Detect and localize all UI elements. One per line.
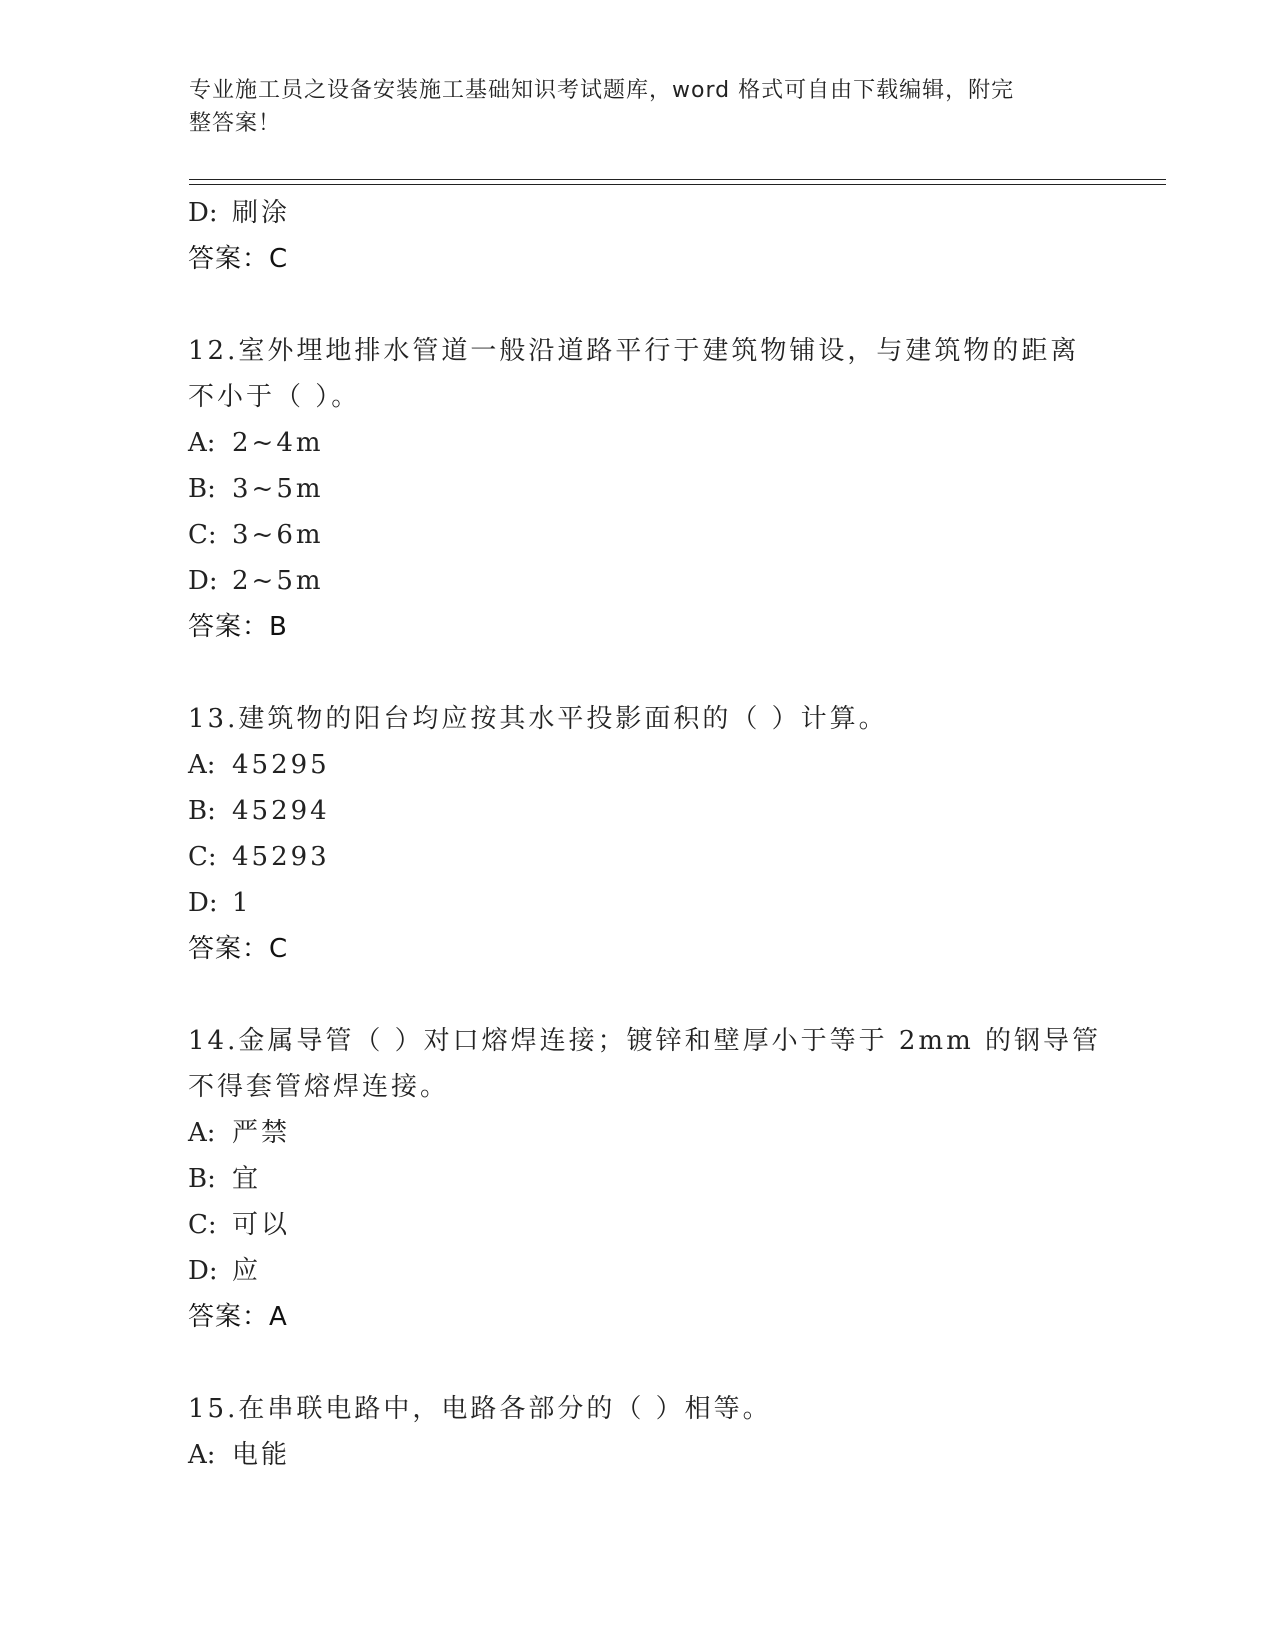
option-d [188,880,1128,926]
option-letter: B: [188,474,216,504]
option-c [188,834,1128,880]
header-rule-top [189,179,1166,180]
question-stem: 15.在串联电路中，电路各部分的（ ）相等。 [188,1394,772,1424]
option-text: 可以 [232,1210,291,1240]
option-letter: B: [188,796,216,826]
option-a [188,420,1128,466]
answer-line: 答案：C [188,244,289,274]
answer-line: 答案：B [188,612,288,642]
option-letter: C: [188,520,217,550]
option-letter: C: [188,842,217,872]
option-b [188,1156,1128,1202]
option-letter: A: [188,428,216,458]
option-letter: A: [188,1118,216,1148]
option-c [188,1202,1128,1248]
option-a [188,1432,1128,1478]
option-d [188,1248,1128,1294]
question-14 [188,1018,1128,1340]
option-text: 45293 [232,842,330,872]
option-text: 3~5m [232,474,324,504]
option-a [188,1110,1128,1156]
option-text: 宜 [232,1164,262,1194]
option-text: 2~4m [232,428,324,458]
option-letter: A: [188,750,216,780]
spacer [188,650,1128,696]
header-line-2: 整答案！ [189,111,282,136]
option-letter: D: [188,1256,218,1286]
option-text: 1 [232,888,252,918]
option-letter: A: [188,1440,216,1470]
header-line-1: 专业施工员之设备安装施工基础知识考试题库，word 格式可自由下载编辑，附完 [189,78,1015,103]
option-letter: D: [188,198,218,228]
option-b [188,788,1128,834]
document-header [189,74,1089,140]
option-text: 刷涂 [232,198,291,228]
option-text: 严禁 [232,1118,291,1148]
question-stem-cont: 不小于（ ）。 [188,382,361,412]
option-text: 45294 [232,796,330,826]
option-text: 3~6m [232,520,324,550]
option-text: 45295 [232,750,330,780]
question-stem: 13.建筑物的阳台均应按其水平投影面积的（ ）计算。 [188,704,888,734]
option-letter: C: [188,1210,217,1240]
option-text: 电能 [232,1440,291,1470]
question-stem: 12.室外埋地排水管道一般沿道路平行于建筑物铺设，与建筑物的距离 [188,336,1080,366]
option-d [188,190,1128,236]
answer-line: 答案：A [188,1302,288,1332]
option-letter: B: [188,1164,216,1194]
header-rule-bottom [189,184,1166,185]
question-stem: 14.金属导管（ ）对口熔焊连接；镀锌和壁厚小于等于 2mm 的钢导管 [188,1026,1101,1056]
option-c [188,512,1128,558]
option-letter: D: [188,566,218,596]
question-12 [188,328,1128,650]
option-a [188,742,1128,788]
option-letter: D: [188,888,218,918]
question-13 [188,696,1128,972]
answer-line: 答案：C [188,934,289,964]
spacer [188,972,1128,1018]
question-15 [188,1386,1128,1478]
option-text: 应 [232,1256,262,1286]
spacer [188,1340,1128,1386]
spacer [188,282,1128,328]
option-text: 2~5m [232,566,324,596]
question-list [188,190,1128,1478]
question-stem-cont: 不得套管熔焊连接。 [188,1072,450,1102]
option-d [188,558,1128,604]
option-b [188,466,1128,512]
